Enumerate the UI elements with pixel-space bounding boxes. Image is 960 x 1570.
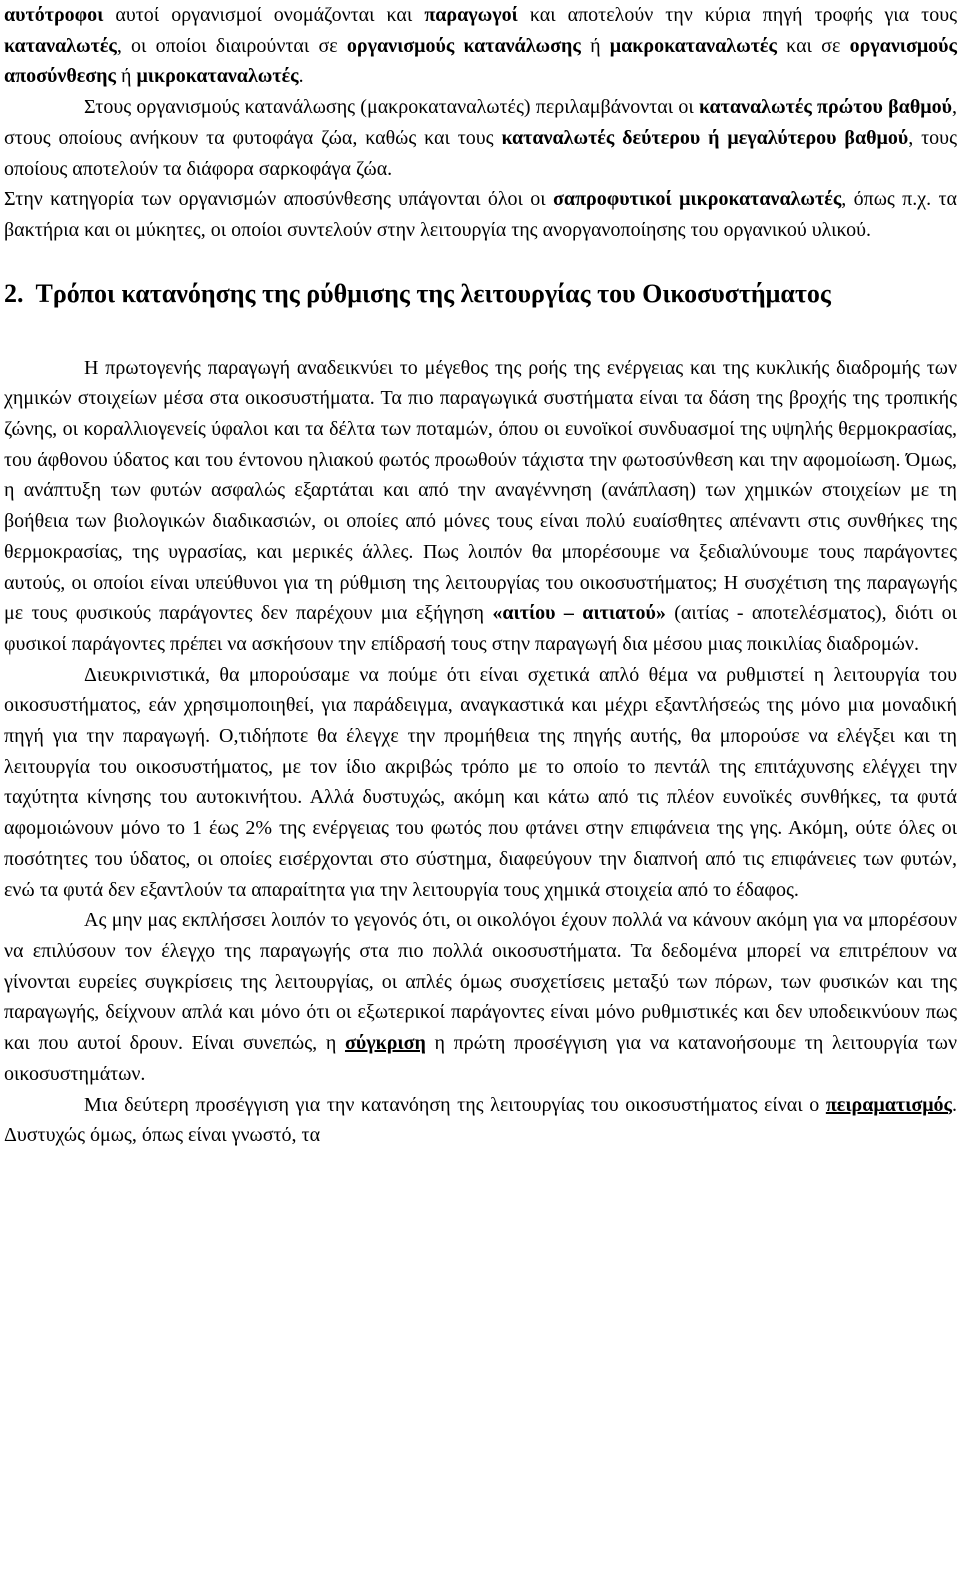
term-higher-order-consumers: καταναλωτές δεύτερου ή μεγαλύτερου βαθμού (501, 126, 909, 149)
term-experimentation: πειραματισμός (825, 1093, 952, 1116)
term-producers: παραγωγοί (424, 4, 518, 26)
paragraph-comparison: Ας μην μας εκπλήσσει λοιπόν το γεγονός ότι, οι οικολόγοι έχουν πολλά να κάνουν ακόμη για να μπορέσουν να επιλύσουν τον έλεγχο της παραγωγής στα πιο πολλά οικοσυστήματα. Τα δεδομένα μπορεί να επιτρέπουν να γίνονται ευρείες συγκρίσεις της λειτουργίας, οι απλές όμως συσχετίσεις μεταξύ των πόρων, των φυσικών και της παραγωγής, δείχνουν απλά και μόνο ότι οι εξωτερικοί παράγοντες είναι μόνο ρυθμιστικές και δεν υποδεικνύουν πως και που αυτοί δρουν. Είναι συνεπώς, η σύγκριση η πρώτη προσέγγιση για να κατανοήσουμε τη λειτουργία των οικοσυστημάτων. (4, 909, 957, 1085)
section-heading (4, 276, 957, 311)
term-microconsumers: μικροκαταναλωτές (136, 65, 299, 88)
term-consumption-organisms: οργανισμούς κατανάλωσης (346, 34, 581, 57)
section-number: 2. (4, 278, 24, 308)
term-consumers: καταναλωτές (4, 34, 117, 57)
term-saprophytic-microconsumers: σαπροφυτικοί μικροκαταναλωτές (553, 188, 842, 211)
paragraph-decomposers: Στην κατηγορία των οργανισμών αποσύνθεσης υπάγονται όλοι οι σαπροφυτικοί μικροκαταναλωτές, όπως π.χ. τα βακτήρια και οι μύκητες, οι οποίοι συντελούν στην λειτουργία της ανοργανοποίησης του οργανικού υλικού. (4, 188, 957, 241)
term-decomposition-organisms: οργανισμούς αποσύνθεσης (4, 34, 957, 88)
term-macroconsumers: μακροκαταναλωτές (609, 34, 777, 57)
term-cause-effect: «αιτίου – αιτιατού» (492, 602, 666, 625)
paragraph-producers: αυτότροφοι αυτοί οργανισμοί ονομάζονται και παραγωγοί και αποτελούν την κύρια πηγή τροφής για τους καταναλωτές, οι οποίοι διαιρούνται σε οργανισμούς κατανάλωσης ή μακροκαταναλωτές και σε οργανισμούς αποσύνθεσης ή μικροκαταναλωτές. (4, 4, 958, 88)
term-first-order-consumers: καταναλωτές πρώτου βαθμού (698, 96, 952, 119)
paragraph-primary-production: Η πρωτογενής παραγωγή αναδεικνύει το μέγεθος της ροής της ενέργειας και της κυκλικής διαδρομής των χημικών στοιχείων μέσα στα οικοσυστήματα. Τα πιο παραγωγικά συστήματα είναι τα δάση της βροχής της τροπικής ζώνης, οι κοραλλιογενείς ύφαλοι και τα δέλτα των ποταμών, όπου οι ευνοϊκοί συνδυασμοί της υψηλής θερμοκρασίας, του άφθονου ύδατος και του έντονου ηλιακού φωτός προωθούν τάχιστα την φωτοσύνθεση και την αφομοίωση. Όμως, η ανάπτυξη των φυτών ασφαλώς εξαρτάται και από την αναγέννηση (ανάπλαση) των χημικών στοιχείων με τη βοήθεια των βιολογικών διαδικασιών, οι οποίες από μόνες τους είναι πολύ ευαίσθητες απέναντι στις συνθήκες της θερμοκρασίας, της υγρασίας, και μερικές άλλες. Πως λοιπόν θα μπορέσουμε να ξεδιαλύνουμε τους παράγοντες αυτούς, οι οποίοι είναι υπεύθυνοι για τη ρύθμιση της λειτουργίας του οικοσυστήματος; Η συσχέτιση της παραγωγής με τους φυσικούς παράγοντες δεν παρέχουν μια εξήγηση «αιτίου – αιτιατού» (αιτίας - αποτελέσματος), διότι οι φυσικοί παράγοντες πρέπει να ασκήσουν την επίδρασή τους στην παραγωγή δια μέσου μιας ποικιλίας διαδρομών. (4, 356, 957, 655)
term-comparison: σύγκριση (344, 1032, 426, 1055)
paragraph-experimentation: Μια δεύτερη προσέγγιση για την κατανόηση της λειτουργίας του οικοσυστήματος είναι ο πειραματισμός. Δυστυχώς όμως, όπως είναι γνωστό, τα (4, 1093, 957, 1147)
paragraph-consumers: Στους οργανισμούς κατανάλωσης (μακροκαταναλωτές) περιλαμβάνονται οι καταναλωτές πρώτου βαθμού, στους οποίους ανήκουν τα φυτοφάγα ζώα, καθώς και τους καταναλωτές δεύτερου ή μεγαλύτερου βαθμού, τους οποίους αποτελούν τα διάφορα σαρκοφάγα ζώα. (4, 96, 958, 180)
term-autotrophs: αυτότροφοι (4, 4, 104, 26)
section-title: Τρόποι κατανόησης της ρύθμισης της λειτουργίας του Οικοσυστήματος (35, 278, 831, 308)
paragraph-clarification: Διευκρινιστικά, θα μπορούσαμε να πούμε ότι είναι σχετικά απλό θέμα να ρυθμιστεί η λειτουργία του οικοσυστήματος, εάν χρησιμοποιηθεί, για παράδειγμα, αναγκαστικά και μέχρι εξαντλήσεώς της μόνο μια μοναδική πηγή για την παραγωγή. Ο,τιδήποτε θα έλεγχε την προμήθεια της πηγής αυτής, θα μπορούσε να ελέγξει και τη λειτουργία του οικοσυστήματος, με τον ίδιο ακριβώς τρόπο με το οποίο το πεντάλ της επιτάχυνσης ελέγχει την ταχύτητα κίνησης του αυτοκινήτου. Αλλά δυστυχώς, ακόμη και κάτω από τις πλέον ευνοϊκές συνθήκες, τα φυτά αφομοιώνουν μόνο το 1 έως 2% της ενέργειας του φωτός που φτάνει στην επιφάνεια της γης. Ακόμη, ούτε όλες οι ποσότητες του ύδατος, οι οποίες εισέρχονται στο σύστημα, διαφεύγουν την διαπνοή από τις επιφάνειες των φυτών, ενώ τα φυτά δεν εξαντλούν τα απαραίτητα για την λειτουργία τους χημικά στοιχεία από το έδαφος. (4, 663, 957, 901)
